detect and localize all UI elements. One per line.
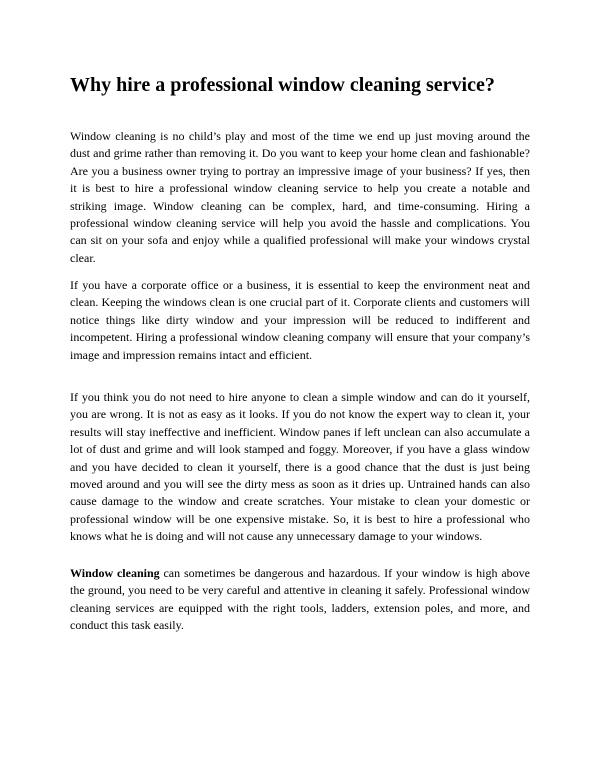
paragraph-safety-text: can sometimes be dangerous and hazardous. If your window is high above the ground, you need to be very careful and attentive in cleaning it safely. Professional window cleaning services are equipped with the right tools, ladders, extension poles, and more, and conduct this task easily.	[70, 566, 530, 633]
bold-lead-text: Window cleaning	[70, 566, 160, 580]
paragraph-safety	[70, 565, 530, 635]
paragraph-intro: Window cleaning is no child’s play and most of the time we end up just moving around the dust and grime rather than removing it. Do you want to keep your home clean and fashionable? Are you a business owner trying to portray an impressive image of your business? If yes, then it is best to hire a professional window cleaning service to help you create a notable and striking image. Window cleaning can be complex, hard, and time-consuming. Hiring a professional window cleaning service will help you avoid the hassle and complications. You can sit on your sofa and enjoy while a qualified professional will make your windows crystal clear.	[70, 129, 530, 265]
document-title: Why hire a professional window cleaning service?	[70, 74, 495, 96]
paragraph-corporate: If you have a corporate office or a business, it is essential to keep the environment neat and clean. Keeping the windows clean is one crucial part of it. Corporate clients and customers will notice things like dirty window and your impression will be reduced to indifferent and incompetent. Hiring a professional window cleaning company will ensure that your company’s image and impression remains intact and efficient.	[70, 278, 530, 362]
paragraph-diy: If you think you do not need to hire anyone to clean a simple window and can do it yourself, you are wrong. It is not as easy as it looks. If you do not know the expert way to clean it, your results will stay ineffective and inefficient. Window panes if left unclean can also accumulate a lot of dust and grime and will look stamped and foggy. Moreover, if you have a glass window and you have decided to clean it yourself, there is a good chance that the dust is just being moved around and you will see the dirty mess as soon as it dries up. Untrained hands can also cause damage to the window and create scratches. Your mistake to clean your domestic or professional window will be one expensive mistake. So, it is best to hire a professional who knows what he is doing and will not cause any unnecessary damage to your windows.	[70, 390, 530, 544]
